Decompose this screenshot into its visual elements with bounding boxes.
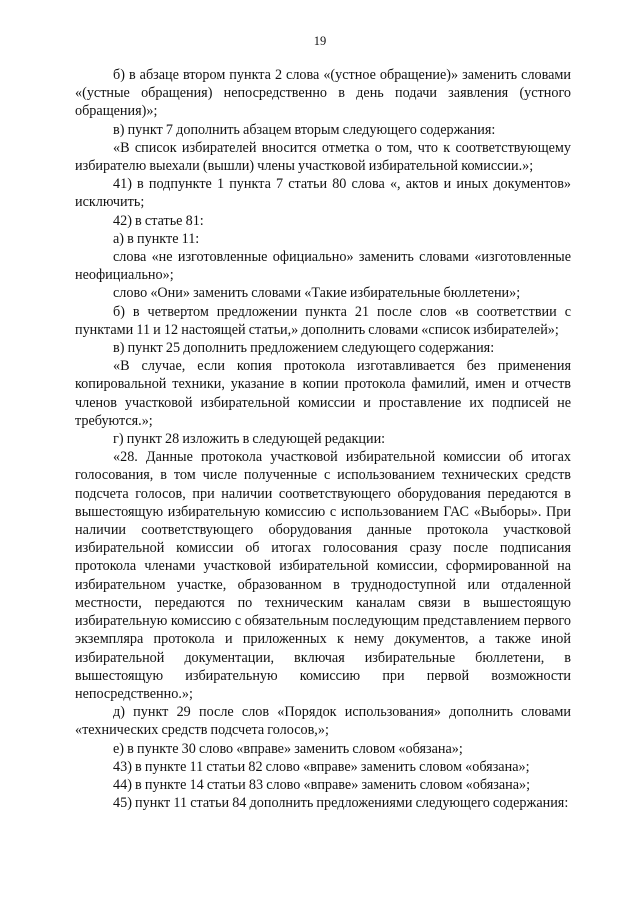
paragraph: 42) в статье 81: [113,212,204,229]
paragraph: слова «не изготовленные официально» заменить словами «изготовленные неофициально»; [75,249,571,284]
paragraph: «В случае, если копия протокола изготавливается без применения копировальной техники, указание в копии протокола фамилий, имен и отчеств членов участковой избирательной комиссии и проставление их подписей не требуются.»; [75,358,571,429]
paragraph: 45) пункт 11 статьи 84 дополнить предложениями следующего содержания: [113,795,569,812]
page-number: 19 [313,34,327,48]
paragraph: а) в пункте 11: [113,230,200,247]
paragraph: 41) в подпункте 1 пункта 7 статьи 80 слова «, актов и иных документов» исключить; [75,176,571,211]
paragraph: б) в четвертом предложении пункта 21 после слов «в соответствии с пунктами 11 и 12 настоящей статьи,» дополнить словами «список избирателей»; [75,303,571,338]
paragraph: б) в абзаце втором пункта 2 слова «(устное обращение)» заменить словами «(устные обращения) непосредственно в день подачи заявления (устного обращения)»; [75,67,571,120]
paragraph: е) в пункте 30 слово «вправе» заменить словом «обязана»; [113,740,463,757]
paragraph: г) пункт 28 изложить в следующей редакции: [113,431,386,448]
paragraph: д) пункт 29 после слов «Порядок использования» дополнить словами «технических средств подсчета голосов,»; [75,704,571,739]
paragraph: в) пункт 25 дополнить предложением следующего содержания: [113,340,495,357]
paragraph: 43) в пункте 11 статьи 82 слово «вправе» заменить словом «обязана»; [113,758,530,775]
paragraph: слово «Они» заменить словами «Такие избирательные бюллетени»; [113,285,521,302]
paragraph: «В список избирателей вносится отметка о том, что к соответствующему избирателю выехали (вышли) члены участковой избирательной комиссии.»; [75,139,571,175]
paragraph: в) пункт 7 дополнить абзацем вторым следующего содержания: [113,121,496,138]
paragraph: «28. Данные протокола участковой избирательной комиссии об итогах голосования, в том числе полученные с использованием технических средств подсчета голосов, при наличии соответствующего оборудования передаются в вышестоящую избирательную комиссию с использованием ГАС «Выборы». При наличии соответствующего оборудования данные протокола участковой избирательной комиссии об итогах голосования сразу после подписания протокола членами участковой избирательной комиссии, сформированной на избирательном участке, образованном в труднодоступной или отдаленной местности, передаются по техническим каналам связи в вышестоящую избирательную комиссию с обязательным последующим представлением первого экземпляра протокола и приложенных к нему документов, а также иной избирательной документации, включая избирательные бюллетени, в вышестоящую избирательную комиссию при первой возможности непосредственно.»; [75,449,571,702]
document-body [75,66,571,812]
paragraph: 44) в пункте 14 статьи 83 слово «вправе» заменить словом «обязана»; [113,776,531,793]
